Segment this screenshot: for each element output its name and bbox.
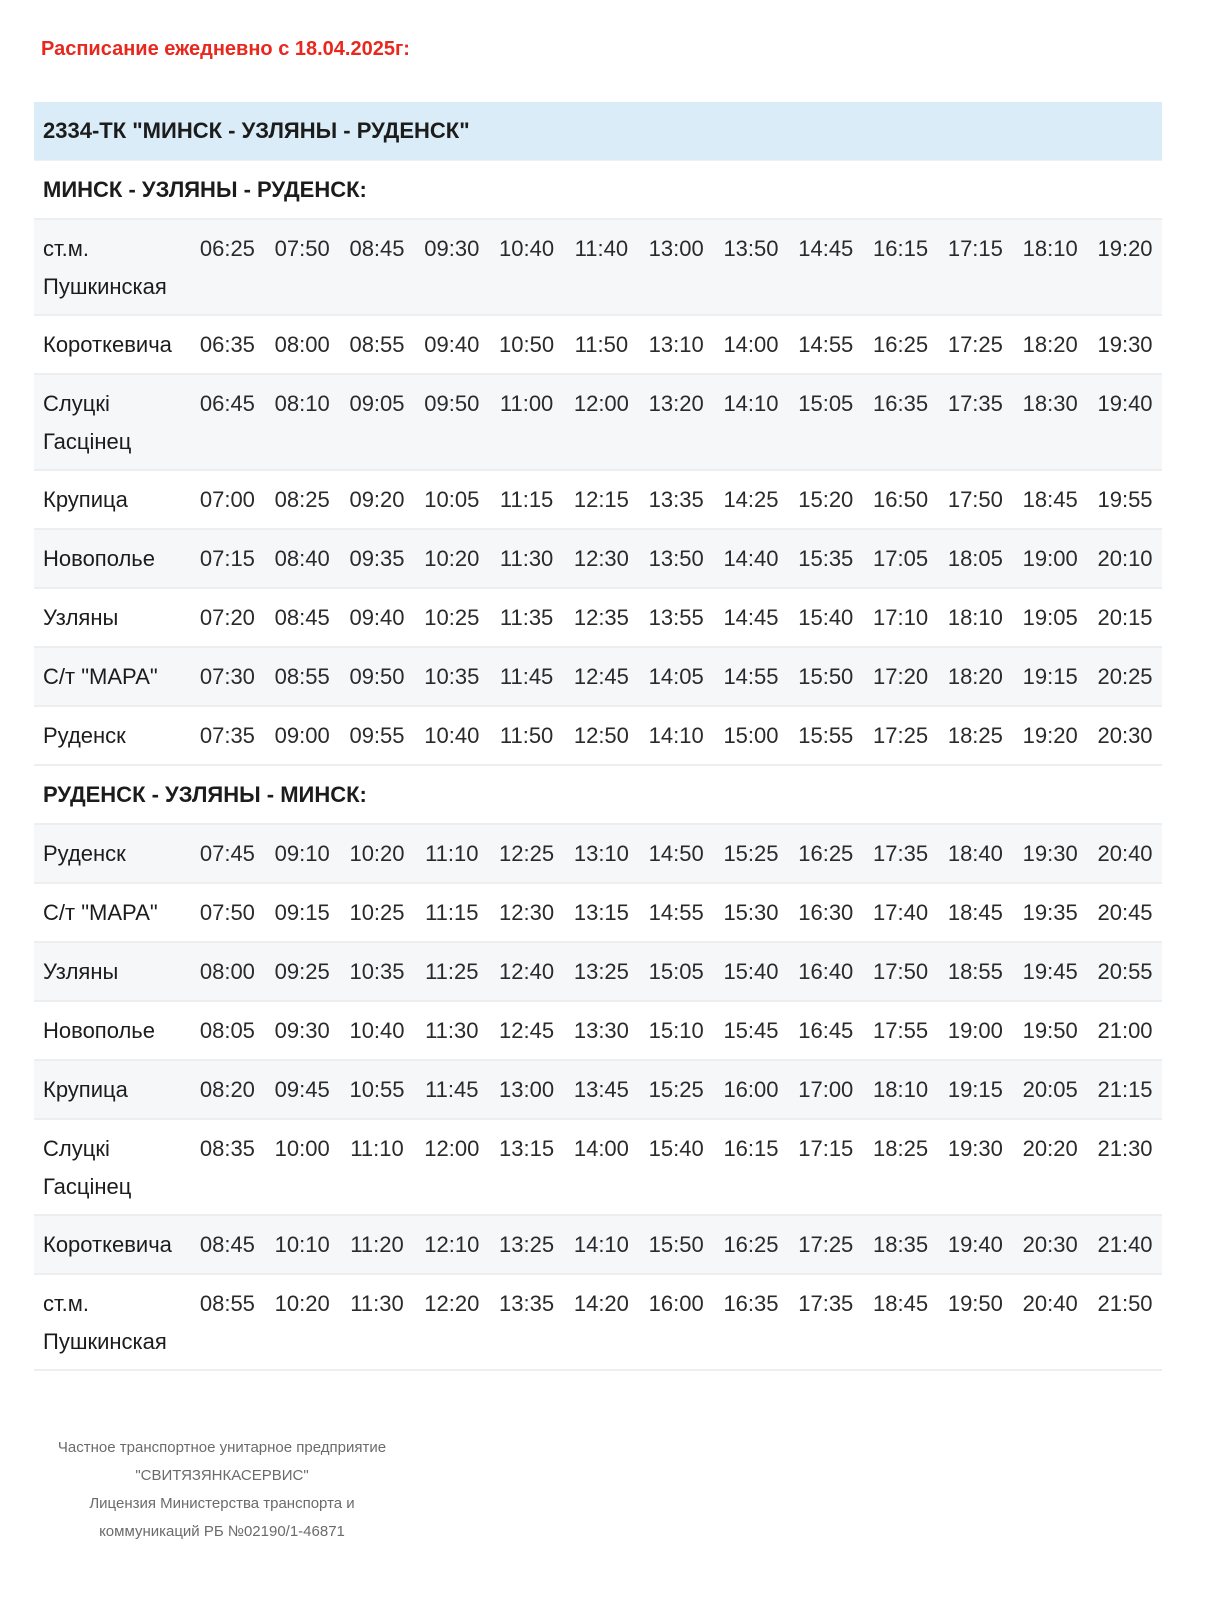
departure-time: 10:35 xyxy=(414,647,489,706)
departure-time: 21:30 xyxy=(1088,1119,1163,1215)
departure-time: 11:20 xyxy=(340,1215,415,1274)
departure-time: 18:45 xyxy=(1013,470,1088,529)
departure-time: 14:25 xyxy=(714,470,789,529)
departure-time: 08:45 xyxy=(190,1215,265,1274)
stop-name: Руденск xyxy=(34,706,190,765)
stop-row xyxy=(34,647,1162,706)
departure-time: 20:30 xyxy=(1088,706,1163,765)
departure-time: 14:05 xyxy=(639,647,714,706)
departure-time: 10:25 xyxy=(340,883,415,942)
departure-time: 10:50 xyxy=(489,315,564,374)
departure-time: 20:45 xyxy=(1088,883,1163,942)
departure-time: 12:35 xyxy=(564,588,639,647)
departure-time: 19:30 xyxy=(1013,824,1088,883)
departure-time: 12:00 xyxy=(564,374,639,470)
departure-time: 17:50 xyxy=(863,942,938,1001)
departure-time: 12:25 xyxy=(489,824,564,883)
departure-time: 17:10 xyxy=(863,588,938,647)
departure-time: 10:10 xyxy=(265,1215,340,1274)
departure-time: 10:00 xyxy=(265,1119,340,1215)
departure-time: 13:50 xyxy=(714,219,789,315)
departure-time: 17:35 xyxy=(938,374,1013,470)
departure-time: 13:25 xyxy=(564,942,639,1001)
departure-time: 10:20 xyxy=(340,824,415,883)
departure-time: 17:00 xyxy=(788,1060,863,1119)
departure-time: 09:55 xyxy=(340,706,415,765)
departure-time: 16:25 xyxy=(714,1215,789,1274)
departure-time: 20:55 xyxy=(1088,942,1163,1001)
direction-header-row xyxy=(34,765,1162,824)
departure-time: 10:20 xyxy=(265,1274,340,1370)
departure-time: 08:10 xyxy=(265,374,340,470)
departure-time: 15:50 xyxy=(639,1215,714,1274)
departure-time: 19:20 xyxy=(1088,219,1163,315)
departure-time: 07:50 xyxy=(265,219,340,315)
departure-time: 06:45 xyxy=(190,374,265,470)
departure-time: 19:40 xyxy=(1088,374,1163,470)
departure-time: 16:15 xyxy=(863,219,938,315)
departure-time: 20:25 xyxy=(1088,647,1163,706)
footer-license-line2: коммуникаций РБ №02190/1-46871 xyxy=(99,1523,345,1540)
departure-time: 16:35 xyxy=(863,374,938,470)
departure-time: 13:20 xyxy=(639,374,714,470)
departure-time: 12:50 xyxy=(564,706,639,765)
departure-time: 13:10 xyxy=(639,315,714,374)
departure-time: 07:15 xyxy=(190,529,265,588)
departure-time: 15:05 xyxy=(639,942,714,1001)
departure-time: 17:55 xyxy=(863,1001,938,1060)
departure-time: 19:15 xyxy=(1013,647,1088,706)
departure-time: 10:40 xyxy=(340,1001,415,1060)
departure-time: 18:20 xyxy=(1013,315,1088,374)
departure-time: 13:30 xyxy=(564,1001,639,1060)
departure-time: 21:15 xyxy=(1088,1060,1163,1119)
departure-time: 17:15 xyxy=(788,1119,863,1215)
departure-time: 19:30 xyxy=(938,1119,1013,1215)
stop-name: Новополье xyxy=(34,1001,190,1060)
stop-name: Крупица xyxy=(34,470,190,529)
departure-time: 16:35 xyxy=(714,1274,789,1370)
departure-time: 14:45 xyxy=(788,219,863,315)
departure-time: 19:00 xyxy=(1013,529,1088,588)
departure-time: 11:10 xyxy=(340,1119,415,1215)
departure-time: 18:20 xyxy=(938,647,1013,706)
departure-time: 12:10 xyxy=(414,1215,489,1274)
departure-time: 12:00 xyxy=(414,1119,489,1215)
footer-company-type: Частное транспортное унитарное предприятие xyxy=(57,1439,387,1456)
departure-time: 09:05 xyxy=(340,374,415,470)
departure-time: 13:35 xyxy=(639,470,714,529)
departure-time: 15:40 xyxy=(639,1119,714,1215)
stop-name: Крупица xyxy=(34,1060,190,1119)
departure-time: 17:35 xyxy=(788,1274,863,1370)
departure-time: 12:40 xyxy=(489,942,564,1001)
departure-time: 17:05 xyxy=(863,529,938,588)
direction-title: РУДЕНСК - УЗЛЯНЫ - МИНСК: xyxy=(34,765,1162,824)
departure-time: 21:40 xyxy=(1088,1215,1163,1274)
route-title: 2334-ТК "МИНСК - УЗЛЯНЫ - РУДЕНСК" xyxy=(34,102,1162,161)
departure-time: 10:40 xyxy=(489,219,564,315)
departure-time: 12:20 xyxy=(414,1274,489,1370)
departure-time: 19:40 xyxy=(938,1215,1013,1274)
departure-time: 15:45 xyxy=(714,1001,789,1060)
departure-time: 17:25 xyxy=(863,706,938,765)
departure-time: 07:00 xyxy=(190,470,265,529)
departure-time: 16:25 xyxy=(863,315,938,374)
departure-time: 07:50 xyxy=(190,883,265,942)
stop-name: Короткевича xyxy=(34,1215,190,1274)
stop-name: Новополье xyxy=(34,529,190,588)
departure-time: 14:10 xyxy=(714,374,789,470)
departure-time: 15:30 xyxy=(714,883,789,942)
departure-time: 08:55 xyxy=(340,315,415,374)
departure-time: 13:15 xyxy=(489,1119,564,1215)
departure-time: 19:45 xyxy=(1013,942,1088,1001)
departure-time: 15:50 xyxy=(788,647,863,706)
departure-time: 07:45 xyxy=(190,824,265,883)
departure-time: 13:35 xyxy=(489,1274,564,1370)
departure-time: 08:45 xyxy=(265,588,340,647)
departure-time: 08:00 xyxy=(190,942,265,1001)
departure-time: 19:50 xyxy=(938,1274,1013,1370)
departure-time: 14:00 xyxy=(564,1119,639,1215)
stop-name: Слуцкі Гасцінец xyxy=(34,374,190,470)
departure-time: 18:30 xyxy=(1013,374,1088,470)
departure-time: 10:05 xyxy=(414,470,489,529)
departure-time: 17:25 xyxy=(788,1215,863,1274)
departure-time: 15:35 xyxy=(788,529,863,588)
departure-time: 13:00 xyxy=(639,219,714,315)
departure-time: 17:25 xyxy=(938,315,1013,374)
departure-time: 09:45 xyxy=(265,1060,340,1119)
footer-license-line1: Лицензия Министерства транспорта и xyxy=(89,1495,355,1512)
departure-time: 12:30 xyxy=(564,529,639,588)
departure-time: 19:30 xyxy=(1088,315,1163,374)
departure-time: 10:55 xyxy=(340,1060,415,1119)
departure-time: 14:10 xyxy=(639,706,714,765)
stop-row xyxy=(34,824,1162,883)
departure-time: 09:40 xyxy=(414,315,489,374)
departure-time: 16:50 xyxy=(863,470,938,529)
departure-time: 15:55 xyxy=(788,706,863,765)
departure-time: 14:00 xyxy=(714,315,789,374)
departure-time: 11:25 xyxy=(414,942,489,1001)
departure-time: 13:15 xyxy=(564,883,639,942)
departure-time: 11:30 xyxy=(414,1001,489,1060)
departure-time: 11:50 xyxy=(489,706,564,765)
stop-row xyxy=(34,374,1162,470)
departure-time: 18:25 xyxy=(938,706,1013,765)
departure-time: 20:40 xyxy=(1088,824,1163,883)
stop-name: Слуцкі Гасцінец xyxy=(34,1119,190,1215)
departure-time: 08:45 xyxy=(340,219,415,315)
departure-time: 14:50 xyxy=(639,824,714,883)
stop-row xyxy=(34,1001,1162,1060)
stop-row xyxy=(34,1119,1162,1215)
departure-time: 07:20 xyxy=(190,588,265,647)
departure-time: 18:10 xyxy=(938,588,1013,647)
departure-time: 11:45 xyxy=(414,1060,489,1119)
departure-time: 16:45 xyxy=(788,1001,863,1060)
departure-time: 08:35 xyxy=(190,1119,265,1215)
departure-time: 18:10 xyxy=(1013,219,1088,315)
footer-company-name: "СВИТЯЗЯНКАСЕРВИС" xyxy=(135,1467,309,1484)
route-header-row xyxy=(34,102,1162,161)
departure-time: 09:15 xyxy=(265,883,340,942)
departure-time: 16:00 xyxy=(714,1060,789,1119)
departure-time: 15:10 xyxy=(639,1001,714,1060)
departure-time: 12:30 xyxy=(489,883,564,942)
departure-time: 15:25 xyxy=(714,824,789,883)
departure-time: 13:55 xyxy=(639,588,714,647)
departure-time: 08:00 xyxy=(265,315,340,374)
stop-row xyxy=(34,470,1162,529)
departure-time: 11:35 xyxy=(489,588,564,647)
departure-time: 14:20 xyxy=(564,1274,639,1370)
departure-time: 19:00 xyxy=(938,1001,1013,1060)
stop-name: Узляны xyxy=(34,588,190,647)
departure-time: 18:25 xyxy=(863,1119,938,1215)
stop-row xyxy=(34,588,1162,647)
stop-name: Руденск xyxy=(34,824,190,883)
stop-row xyxy=(34,315,1162,374)
departure-time: 11:10 xyxy=(414,824,489,883)
departure-time: 15:40 xyxy=(788,588,863,647)
stop-name: С/т "МАРА" xyxy=(34,647,190,706)
departure-time: 11:00 xyxy=(489,374,564,470)
stop-name: ст.м. Пушкинская xyxy=(34,1274,190,1370)
departure-time: 11:15 xyxy=(489,470,564,529)
departure-time: 14:40 xyxy=(714,529,789,588)
departure-time: 18:45 xyxy=(938,883,1013,942)
departure-time: 09:50 xyxy=(414,374,489,470)
departure-time: 19:20 xyxy=(1013,706,1088,765)
departure-time: 13:00 xyxy=(489,1060,564,1119)
departure-time: 07:30 xyxy=(190,647,265,706)
departure-time: 19:55 xyxy=(1088,470,1163,529)
departure-time: 09:30 xyxy=(414,219,489,315)
departure-time: 21:50 xyxy=(1088,1274,1163,1370)
departure-time: 19:15 xyxy=(938,1060,1013,1119)
stop-row xyxy=(34,529,1162,588)
departure-time: 16:15 xyxy=(714,1119,789,1215)
departure-time: 17:20 xyxy=(863,647,938,706)
departure-time: 13:45 xyxy=(564,1060,639,1119)
departure-time: 14:55 xyxy=(788,315,863,374)
departure-time: 12:45 xyxy=(564,647,639,706)
departure-time: 20:10 xyxy=(1088,529,1163,588)
departure-time: 16:40 xyxy=(788,942,863,1001)
departure-time: 07:35 xyxy=(190,706,265,765)
departure-time: 20:40 xyxy=(1013,1274,1088,1370)
stop-name: Короткевича xyxy=(34,315,190,374)
departure-time: 11:30 xyxy=(489,529,564,588)
departure-time: 20:30 xyxy=(1013,1215,1088,1274)
departure-time: 10:20 xyxy=(414,529,489,588)
departure-time: 14:45 xyxy=(714,588,789,647)
departure-time: 09:40 xyxy=(340,588,415,647)
departure-time: 16:00 xyxy=(639,1274,714,1370)
departure-time: 17:50 xyxy=(938,470,1013,529)
departure-time: 11:50 xyxy=(564,315,639,374)
departure-time: 09:00 xyxy=(265,706,340,765)
departure-time: 18:05 xyxy=(938,529,1013,588)
departure-time: 08:40 xyxy=(265,529,340,588)
departure-time: 17:35 xyxy=(863,824,938,883)
stop-row xyxy=(34,219,1162,315)
departure-time: 06:35 xyxy=(190,315,265,374)
departure-time: 17:15 xyxy=(938,219,1013,315)
stop-row xyxy=(34,942,1162,1001)
stop-name: С/т "МАРА" xyxy=(34,883,190,942)
departure-time: 19:35 xyxy=(1013,883,1088,942)
stop-row xyxy=(34,1274,1162,1370)
schedule-notice: Расписание ежедневно с 18.04.2025г: xyxy=(41,38,410,60)
departure-time: 15:00 xyxy=(714,706,789,765)
departure-time: 10:35 xyxy=(340,942,415,1001)
departure-time: 14:10 xyxy=(564,1215,639,1274)
departure-time: 12:45 xyxy=(489,1001,564,1060)
departure-time: 11:40 xyxy=(564,219,639,315)
departure-time: 18:55 xyxy=(938,942,1013,1001)
departure-time: 16:25 xyxy=(788,824,863,883)
departure-time: 13:10 xyxy=(564,824,639,883)
departure-time: 18:40 xyxy=(938,824,1013,883)
company-footer xyxy=(40,1434,404,1546)
departure-time: 09:20 xyxy=(340,470,415,529)
departure-time: 18:10 xyxy=(863,1060,938,1119)
departure-time: 15:20 xyxy=(788,470,863,529)
departure-time: 16:30 xyxy=(788,883,863,942)
departure-time: 09:25 xyxy=(265,942,340,1001)
departure-time: 08:05 xyxy=(190,1001,265,1060)
departure-time: 12:15 xyxy=(564,470,639,529)
departure-time: 09:30 xyxy=(265,1001,340,1060)
stop-row xyxy=(34,1215,1162,1274)
departure-time: 14:55 xyxy=(714,647,789,706)
departure-time: 08:55 xyxy=(265,647,340,706)
departure-time: 15:25 xyxy=(639,1060,714,1119)
departure-time: 09:50 xyxy=(340,647,415,706)
departure-time: 08:20 xyxy=(190,1060,265,1119)
departure-time: 08:25 xyxy=(265,470,340,529)
departure-time: 15:05 xyxy=(788,374,863,470)
departure-time: 21:00 xyxy=(1088,1001,1163,1060)
departure-time: 08:55 xyxy=(190,1274,265,1370)
departure-time: 11:30 xyxy=(340,1274,415,1370)
departure-time: 20:05 xyxy=(1013,1060,1088,1119)
stop-name: ст.м. Пушкинская xyxy=(34,219,190,315)
departure-time: 10:25 xyxy=(414,588,489,647)
departure-time: 20:15 xyxy=(1088,588,1163,647)
departure-time: 20:20 xyxy=(1013,1119,1088,1215)
departure-time: 19:05 xyxy=(1013,588,1088,647)
departure-time: 18:35 xyxy=(863,1215,938,1274)
departure-time: 19:50 xyxy=(1013,1001,1088,1060)
departure-time: 18:45 xyxy=(863,1274,938,1370)
departure-time: 14:55 xyxy=(639,883,714,942)
departure-time: 10:40 xyxy=(414,706,489,765)
departure-time: 11:45 xyxy=(489,647,564,706)
stop-name: Узляны xyxy=(34,942,190,1001)
stop-row xyxy=(34,883,1162,942)
schedule-body xyxy=(34,102,1162,1370)
departure-time: 06:25 xyxy=(190,219,265,315)
departure-time: 09:10 xyxy=(265,824,340,883)
departure-time: 15:40 xyxy=(714,942,789,1001)
direction-header-row xyxy=(34,161,1162,220)
departure-time: 09:35 xyxy=(340,529,415,588)
direction-title: МИНСК - УЗЛЯНЫ - РУДЕНСК: xyxy=(34,161,1162,220)
stop-row xyxy=(34,706,1162,765)
stop-row xyxy=(34,1060,1162,1119)
schedule-table xyxy=(34,102,1162,1371)
departure-time: 11:15 xyxy=(414,883,489,942)
departure-time: 17:40 xyxy=(863,883,938,942)
departure-time: 13:50 xyxy=(639,529,714,588)
departure-time: 13:25 xyxy=(489,1215,564,1274)
